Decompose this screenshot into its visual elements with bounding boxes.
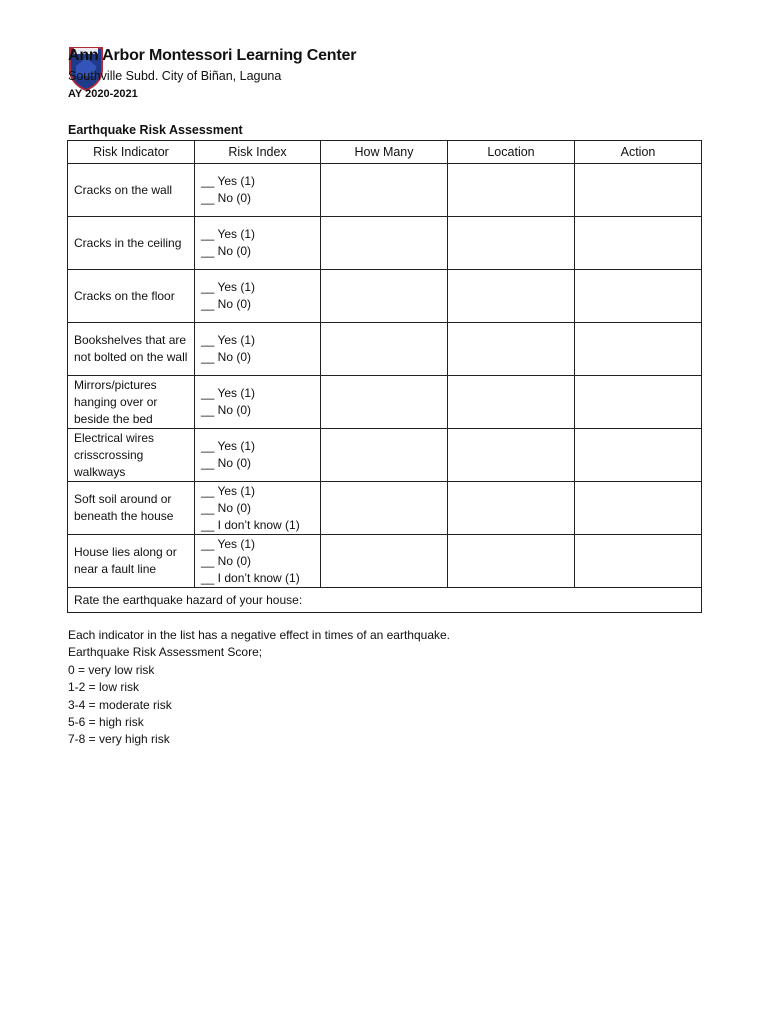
risk-index-option: __ Yes (1) <box>201 439 256 453</box>
column-header: Risk Indicator <box>68 141 195 164</box>
risk-assessment-table <box>67 140 702 613</box>
risk-index-option: __ No (0) <box>201 456 252 470</box>
table-row <box>68 535 702 588</box>
risk-index-cell <box>195 535 321 588</box>
risk-indicator-cell: House lies along or near a fault line <box>68 535 195 588</box>
risk-index-cell <box>195 217 321 270</box>
rating-prompt: Rate the earthquake hazard of your house: <box>68 588 702 613</box>
table-header-row <box>68 141 702 164</box>
risk-index-cell <box>195 429 321 482</box>
how-many-cell <box>321 535 448 588</box>
table-row <box>68 323 702 376</box>
notes-line: Earthquake Risk Assessment Score; <box>68 645 263 660</box>
location-cell <box>448 164 575 217</box>
risk-index-cell <box>195 376 321 429</box>
risk-index-cell <box>195 323 321 376</box>
how-many-cell <box>321 164 448 217</box>
location-cell <box>448 323 575 376</box>
risk-index-option: __ Yes (1) <box>201 333 256 347</box>
notes-line: 5-6 = high risk <box>68 715 144 730</box>
how-many-cell <box>321 323 448 376</box>
location-cell <box>448 535 575 588</box>
table-row <box>68 429 702 482</box>
risk-indicator-cell: Bookshelves that are not bolted on the wall <box>68 323 195 376</box>
risk-index-option: __ No (0) <box>201 350 252 364</box>
table-row <box>68 482 702 535</box>
risk-index-option: __ No (0) <box>201 403 252 417</box>
risk-indicator-cell: Soft soil around or beneath the house <box>68 482 195 535</box>
notes-line: 3-4 = moderate risk <box>68 697 172 712</box>
rating-row <box>68 588 702 613</box>
risk-index-option: __ I don’t know (1) <box>201 517 300 532</box>
action-cell <box>575 535 702 588</box>
table-row <box>68 376 702 429</box>
risk-indicator-cell: Cracks on the floor <box>68 270 195 323</box>
action-cell <box>575 164 702 217</box>
location-cell <box>448 376 575 429</box>
risk-index-option: __ Yes (1) <box>201 280 256 294</box>
risk-index-option: __ Yes (1) <box>201 227 256 241</box>
school-address: Southville Subd. City of Biñan, Laguna <box>68 69 282 83</box>
risk-indicator-cell: Cracks in the ceiling <box>68 217 195 270</box>
location-cell <box>448 217 575 270</box>
risk-indicator-cell: Cracks on the wall <box>68 164 195 217</box>
risk-index-option: __ Yes (1) <box>201 174 256 188</box>
table-row <box>68 270 702 323</box>
action-cell <box>575 376 702 429</box>
location-cell <box>448 482 575 535</box>
table-row <box>68 217 702 270</box>
risk-index-option: __ No (0) <box>201 244 252 258</box>
action-cell <box>575 270 702 323</box>
table-row <box>68 164 702 217</box>
school-name: Ann Arbor Montessori Learning Center <box>68 47 357 64</box>
column-header: Location <box>448 141 575 164</box>
risk-indicator-cell: Electrical wires crisscrossing walkways <box>68 429 195 482</box>
section-title: Earthquake Risk Assessment <box>68 123 243 137</box>
how-many-cell <box>321 270 448 323</box>
how-many-cell <box>321 376 448 429</box>
how-many-cell <box>321 217 448 270</box>
how-many-cell <box>321 429 448 482</box>
risk-index-option: __ Yes (1) <box>201 536 256 551</box>
academic-year: AY 2020-2021 <box>68 88 138 100</box>
risk-index-option: __ Yes (1) <box>201 386 256 400</box>
notes-line: Each indicator in the list has a negative effect in times of an earthquake. <box>68 628 451 642</box>
risk-indicator-cell: Mirrors/pictures hanging over or beside the bed <box>68 376 195 429</box>
risk-index-option: __ I don’t know (1) <box>201 570 300 585</box>
scoring-notes <box>68 627 450 749</box>
action-cell <box>575 482 702 535</box>
risk-index-cell <box>195 270 321 323</box>
column-header: Risk Index <box>195 141 321 164</box>
action-cell <box>575 323 702 376</box>
column-header: How Many <box>321 141 448 164</box>
risk-index-option: __ Yes (1) <box>201 483 256 498</box>
notes-line: 7-8 = very high risk <box>68 732 170 747</box>
notes-line: 0 = very low risk <box>68 662 155 677</box>
location-cell <box>448 270 575 323</box>
risk-index-option: __ No (0) <box>201 500 252 515</box>
action-cell <box>575 429 702 482</box>
risk-index-option: __ No (0) <box>201 191 252 205</box>
risk-index-option: __ No (0) <box>201 297 252 311</box>
location-cell <box>448 429 575 482</box>
risk-index-cell <box>195 164 321 217</box>
how-many-cell <box>321 482 448 535</box>
risk-index-cell <box>195 482 321 535</box>
notes-line: 1-2 = low risk <box>68 680 140 695</box>
column-header: Action <box>575 141 702 164</box>
risk-index-option: __ No (0) <box>201 553 252 568</box>
action-cell <box>575 217 702 270</box>
